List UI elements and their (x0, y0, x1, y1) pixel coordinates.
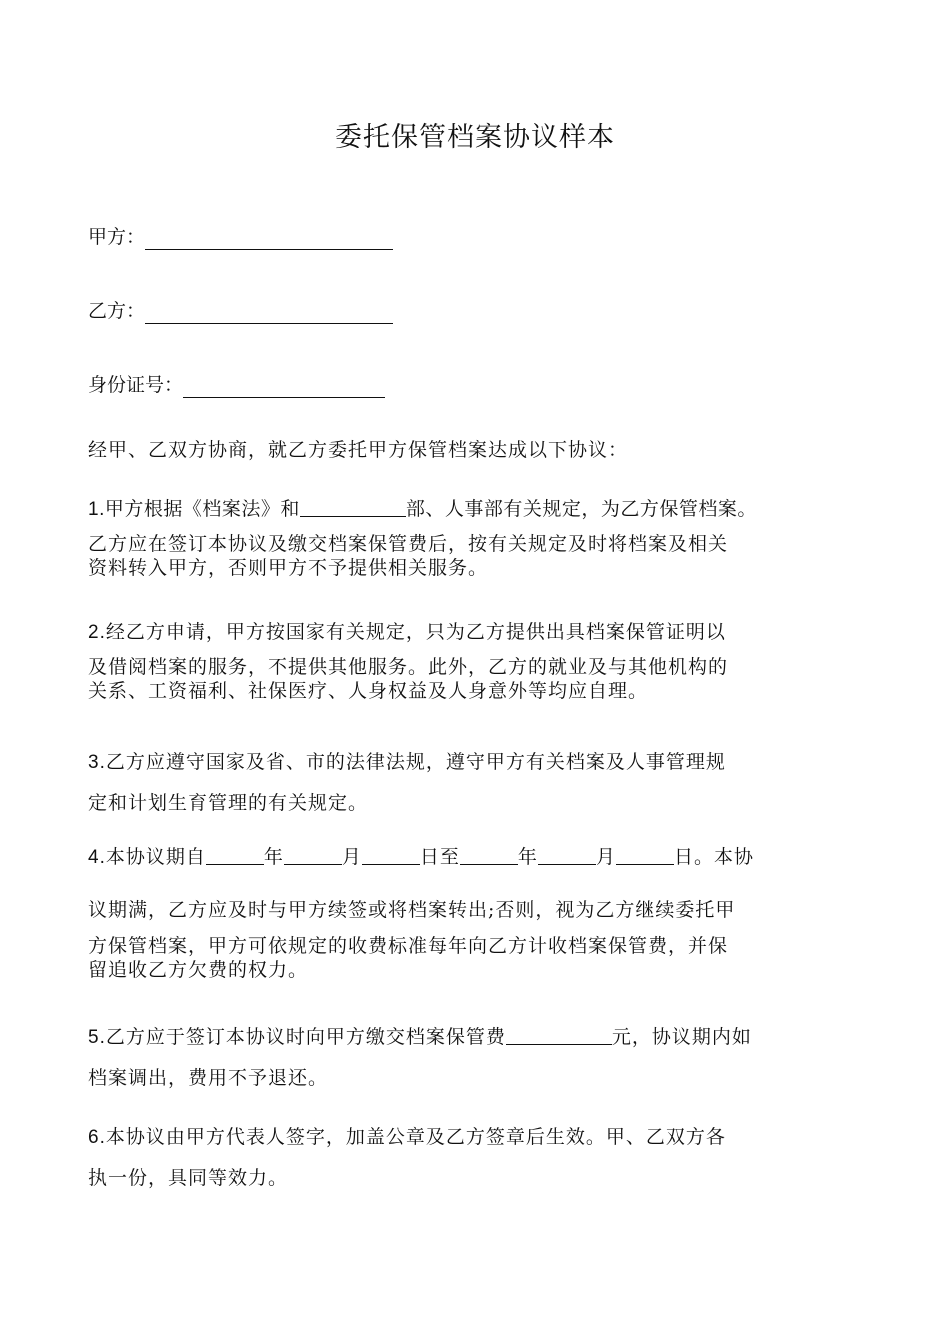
end-year-blank[interactable] (460, 846, 518, 865)
id-number-label: 身份证号： (88, 374, 184, 396)
clause-3-text: 乙方应遵守国家及省、市的法律法规，遵守甲方有关档案及人事管理规 (105, 751, 726, 773)
clause-5-number: 5. (88, 1027, 106, 1048)
clause-3 (88, 742, 873, 823)
party-b-label: 乙方： (88, 300, 146, 322)
party-a-label: 甲方： (88, 226, 146, 248)
party-b-field (88, 298, 393, 324)
party-a-field (88, 224, 393, 250)
clause-4 (88, 843, 873, 982)
id-number-field (88, 372, 385, 398)
intro-text: 经甲、乙双方协商，就乙方委托甲方保管档案达成以下协议： (88, 439, 629, 461)
id-number-blank[interactable] (183, 377, 385, 398)
start-year-blank[interactable] (206, 846, 264, 865)
clause-2 (88, 618, 873, 703)
clause-1-text-b: 部、人事部有关规定，为乙方保管档案。 (405, 498, 757, 520)
clause-3-line-2: 定和计划生育管理的有关规定。 (88, 792, 369, 814)
clause-4-text-c: 月 (341, 846, 362, 868)
clause-4-text-d: 日至 (419, 846, 460, 868)
clause-2-text: 经乙方申请，甲方按国家有关规定，只为乙方提供出具档案保管证明以 (105, 621, 726, 643)
clause-5 (88, 1017, 873, 1098)
clause-1-line-1 (88, 495, 873, 524)
clause-4-text-b: 年 (263, 846, 284, 868)
party-b-blank[interactable] (145, 303, 393, 324)
clause-4-line-1 (88, 843, 873, 872)
clause-1-number: 1. (88, 499, 105, 520)
clause-4-number: 4. (88, 847, 106, 868)
end-day-blank[interactable] (616, 846, 674, 865)
clause-4-text-f: 月 (595, 846, 616, 868)
clause-1-line-3: 资料转入甲方，否则甲方不予提供相关服务。 (88, 557, 489, 579)
clause-4-text-a: 本协议期自 (105, 846, 206, 868)
clause-6 (88, 1117, 873, 1198)
clause-4-text-g: 日。本协 (673, 846, 754, 868)
clause-2-line-1 (88, 618, 873, 647)
clause-5-text-b: 元，协议期内如 (611, 1026, 752, 1048)
intro-paragraph (88, 435, 873, 462)
clause-5-text-a: 乙方应于签订本协议时向甲方缴交档案保管费 (105, 1026, 506, 1048)
clause-6-text: 本协议由甲方代表人签字，加盖公章及乙方签章后生效。甲、乙双方各 (105, 1126, 726, 1148)
clause-2-line-3: 关系、工资福利、社保医疗、人身权益及人身意外等均应自理。 (88, 680, 649, 702)
end-month-blank[interactable] (538, 846, 596, 865)
fee-amount-blank[interactable] (506, 1026, 612, 1045)
clause-4-line-3: 方保管档案，甲方可依规定的收费标准每年向乙方计收档案保管费，并保 (88, 935, 729, 957)
clause-5-line-1 (88, 1017, 873, 1058)
clause-6-number: 6. (88, 1127, 106, 1148)
clause-3-line-1 (88, 742, 873, 783)
clause-4-line-4: 留追收乙方欠费的权力。 (88, 959, 309, 981)
clause-1-line-2: 乙方应在签订本协议及缴交档案保管费后，按有关规定及时将档案及相关 (88, 533, 729, 555)
clause-1 (88, 495, 873, 580)
clause-2-line-2: 及借阅档案的服务，不提供其他服务。此外，乙方的就业及与其他机构的 (88, 656, 729, 678)
clause-1-text-a: 甲方根据《档案法》和 (104, 498, 300, 520)
clause-3-number: 3. (88, 752, 106, 773)
ministry-blank[interactable] (300, 498, 406, 517)
clause-2-number: 2. (88, 622, 106, 643)
start-month-blank[interactable] (284, 846, 342, 865)
party-a-blank[interactable] (145, 229, 393, 250)
document-title: 委托保管档案协议样本 (335, 122, 615, 153)
start-day-blank[interactable] (362, 846, 420, 865)
clause-4-line-2: 议期满，乙方应及时与甲方续签或将档案转出;否则，视为乙方继续委托甲 (88, 899, 736, 921)
clause-4-text-e: 年 (517, 846, 538, 868)
clause-6-line-2: 执一份，具同等效力。 (88, 1167, 289, 1189)
clause-5-line-2: 档案调出，费用不予退还。 (88, 1067, 329, 1089)
clause-6-line-1 (88, 1117, 873, 1158)
